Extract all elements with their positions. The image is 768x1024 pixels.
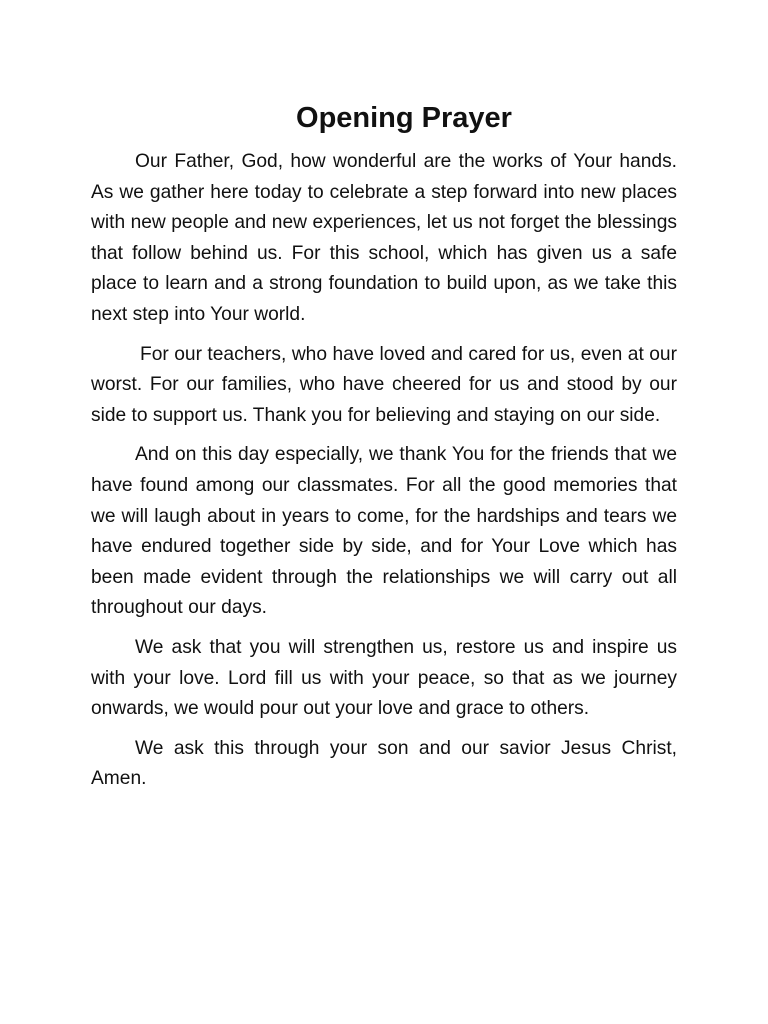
paragraph-3: And on this day especially, we thank You for the friends that we have found among our classmates. For all the good memories that we will laugh about in years to come, for the hardships and tears we have endured together side by side, and for Your Love which has been made evident through the relationships we will carry out all throughout our days.	[91, 444, 677, 619]
paragraph-4: We ask that you will strengthen us, restore us and inspire us with your love. Lord fill us with your peace, so that as we journey onwards, we would pour out your love and grace to others.	[91, 636, 677, 720]
document-page	[91, 96, 677, 804]
paragraph-5: We ask this through your son and our savior Jesus Christ, Amen.	[91, 737, 677, 790]
paragraph-2: For our teachers, who have loved and cared for us, even at our worst. For our families, who have cheered for us and stood by our side to support us. Thank you for believing and staying on our side.	[91, 343, 677, 426]
page-title: Opening Prayer	[296, 102, 512, 134]
paragraph-1: Our Father, God, how wonderful are the works of Your hands. As we gather here today to celebrate a step forward into new places with new people and new experiences, let us not forget the blessings that follow behind us. For this school, which has given us a safe place to learn and a strong foundation to build upon, as we take this next step into Your world.	[91, 151, 677, 325]
